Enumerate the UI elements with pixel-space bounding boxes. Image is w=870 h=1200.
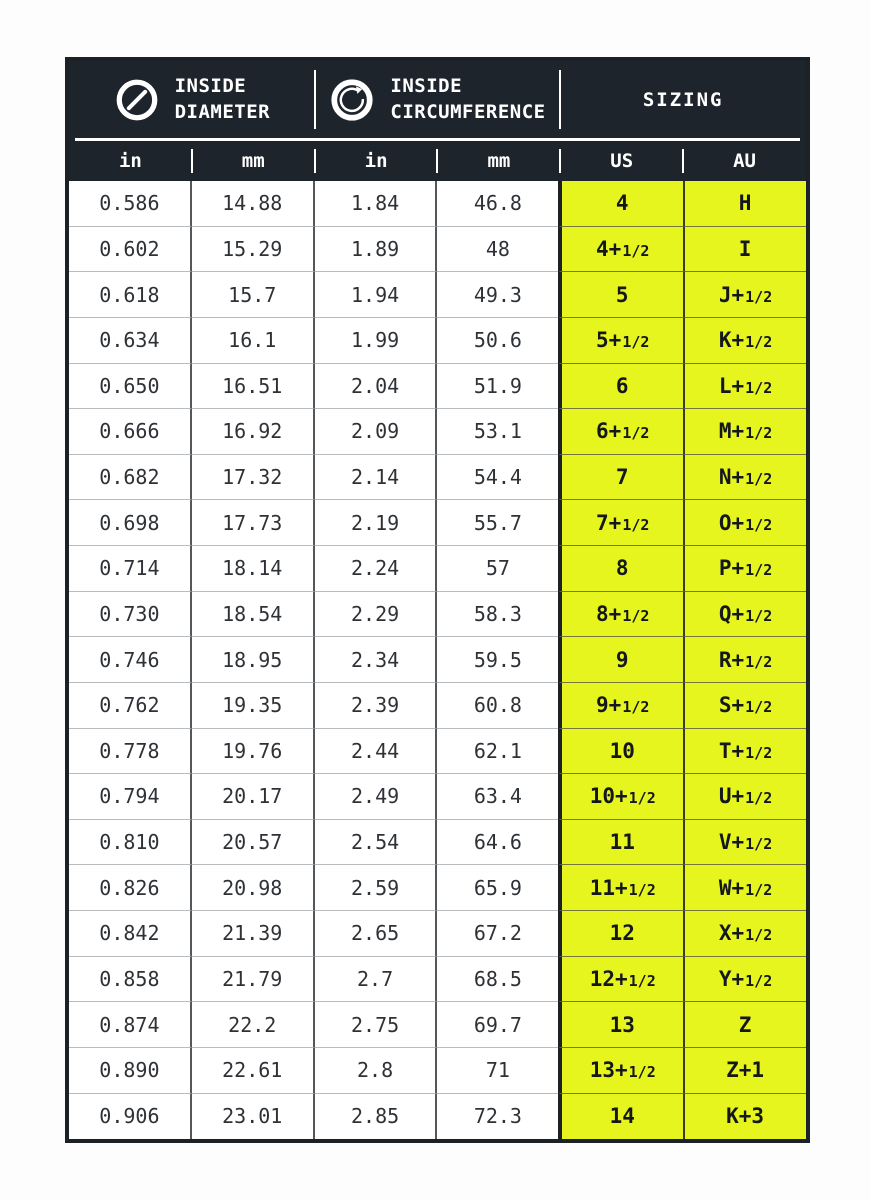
table-row [69, 592, 806, 638]
table-row [69, 1048, 806, 1094]
cell-circumference-in: 2.44 [315, 729, 438, 775]
column-header-row [69, 141, 806, 181]
cell-circumference-mm: 54.4 [437, 455, 558, 501]
table-row [69, 683, 806, 729]
cell-us-size: 4 [558, 181, 685, 227]
table-row [69, 865, 806, 911]
table-row [69, 272, 806, 318]
cell-us-size: 14 [558, 1094, 685, 1140]
cell-circumference-mm: 46.8 [437, 181, 558, 227]
cell-au-size: V+1/2 [685, 820, 806, 866]
cell-au-size: J+1/2 [685, 272, 806, 318]
cell-au-size: Y+1/2 [685, 957, 806, 1003]
cell-diameter-mm: 20.98 [192, 865, 315, 911]
cell-diameter-mm: 18.14 [192, 546, 315, 592]
cell-us-size: 9+1/2 [558, 683, 685, 729]
cell-circumference-mm: 60.8 [437, 683, 558, 729]
cell-diameter-mm: 16.1 [192, 318, 315, 364]
cell-us-size: 13 [558, 1002, 685, 1048]
cell-diameter-in: 0.778 [69, 729, 192, 775]
cell-circumference-in: 2.39 [315, 683, 438, 729]
table-row [69, 1094, 806, 1140]
cell-circumference-mm: 51.9 [437, 364, 558, 410]
cell-circumference-mm: 68.5 [437, 957, 558, 1003]
cell-diameter-in: 0.810 [69, 820, 192, 866]
table-row [69, 637, 806, 683]
cell-diameter-mm: 17.32 [192, 455, 315, 501]
cell-circumference-mm: 63.4 [437, 774, 558, 820]
cell-us-size: 13+1/2 [558, 1048, 685, 1094]
cell-diameter-in: 0.874 [69, 1002, 192, 1048]
cell-diameter-in: 0.714 [69, 546, 192, 592]
cell-diameter-in: 0.826 [69, 865, 192, 911]
table-row [69, 957, 806, 1003]
table-header [69, 61, 806, 181]
cell-diameter-in: 0.650 [69, 364, 192, 410]
cell-diameter-mm: 17.73 [192, 500, 315, 546]
cell-circumference-in: 1.84 [315, 181, 438, 227]
ring-size-chart [65, 57, 810, 1143]
cell-circumference-mm: 57 [437, 546, 558, 592]
cell-circumference-in: 2.09 [315, 409, 438, 455]
table-row [69, 318, 806, 364]
header-sizing [560, 61, 806, 138]
cell-diameter-in: 0.682 [69, 455, 192, 501]
cell-au-size: N+1/2 [685, 455, 806, 501]
cell-circumference-in: 2.65 [315, 911, 438, 957]
cell-us-size: 5 [558, 272, 685, 318]
cell-diameter-in: 0.602 [69, 227, 192, 273]
column-header-circumference-in: in [315, 141, 438, 181]
cell-circumference-in: 2.34 [315, 637, 438, 683]
cell-au-size: K+1/2 [685, 318, 806, 364]
cell-circumference-in: 2.04 [315, 364, 438, 410]
cell-au-size: O+1/2 [685, 500, 806, 546]
cell-diameter-in: 0.730 [69, 592, 192, 638]
cell-us-size: 4+1/2 [558, 227, 685, 273]
cell-au-size: M+1/2 [685, 409, 806, 455]
cell-circumference-in: 1.99 [315, 318, 438, 364]
cell-au-size: I [685, 227, 806, 273]
cell-au-size: L+1/2 [685, 364, 806, 410]
cell-circumference-mm: 58.3 [437, 592, 558, 638]
cell-diameter-mm: 19.76 [192, 729, 315, 775]
header-inside-diameter [69, 61, 315, 138]
cell-diameter-mm: 16.92 [192, 409, 315, 455]
cell-au-size: H [685, 181, 806, 227]
table-row [69, 774, 806, 820]
cell-au-size: Z+1 [685, 1048, 806, 1094]
cell-au-size: P+1/2 [685, 546, 806, 592]
cell-circumference-in: 2.49 [315, 774, 438, 820]
cell-us-size: 8+1/2 [558, 592, 685, 638]
table-row [69, 364, 806, 410]
table-row [69, 911, 806, 957]
cell-circumference-mm: 59.5 [437, 637, 558, 683]
table-row [69, 500, 806, 546]
table-row [69, 181, 806, 227]
cell-circumference-in: 2.24 [315, 546, 438, 592]
cell-diameter-mm: 21.79 [192, 957, 315, 1003]
table-row [69, 1002, 806, 1048]
cell-circumference-in: 2.14 [315, 455, 438, 501]
cell-diameter-mm: 18.95 [192, 637, 315, 683]
table-body [69, 181, 806, 1139]
cell-circumference-in: 2.19 [315, 500, 438, 546]
cell-us-size: 7+1/2 [558, 500, 685, 546]
circumference-icon [329, 77, 375, 123]
cell-circumference-mm: 55.7 [437, 500, 558, 546]
cell-au-size: S+1/2 [685, 683, 806, 729]
cell-circumference-mm: 71 [437, 1048, 558, 1094]
cell-us-size: 12+1/2 [558, 957, 685, 1003]
table-row [69, 455, 806, 501]
cell-au-size: U+1/2 [685, 774, 806, 820]
table-row [69, 227, 806, 273]
cell-diameter-mm: 20.17 [192, 774, 315, 820]
cell-diameter-mm: 22.2 [192, 1002, 315, 1048]
cell-au-size: Z [685, 1002, 806, 1048]
cell-diameter-in: 0.794 [69, 774, 192, 820]
header-group-row [69, 61, 806, 138]
cell-au-size: X+1/2 [685, 911, 806, 957]
cell-diameter-mm: 15.29 [192, 227, 315, 273]
table-row [69, 820, 806, 866]
cell-diameter-in: 0.762 [69, 683, 192, 729]
cell-us-size: 7 [558, 455, 685, 501]
cell-au-size: Q+1/2 [685, 592, 806, 638]
cell-au-size: T+1/2 [685, 729, 806, 775]
cell-diameter-in: 0.842 [69, 911, 192, 957]
column-header-au: AU [733, 150, 756, 172]
cell-us-size: 11+1/2 [558, 865, 685, 911]
cell-circumference-in: 1.94 [315, 272, 438, 318]
column-header-diameter-in: in [69, 141, 192, 181]
cell-diameter-in: 0.858 [69, 957, 192, 1003]
cell-circumference-in: 1.89 [315, 227, 438, 273]
cell-circumference-mm: 65.9 [437, 865, 558, 911]
cell-circumference-mm: 49.3 [437, 272, 558, 318]
cell-diameter-in: 0.698 [69, 500, 192, 546]
cell-circumference-in: 2.29 [315, 592, 438, 638]
cell-circumference-mm: 72.3 [437, 1094, 558, 1140]
cell-diameter-mm: 16.51 [192, 364, 315, 410]
cell-diameter-mm: 23.01 [192, 1094, 315, 1140]
header-inside-circumference [315, 61, 561, 138]
column-header-circumference-mm: mm [437, 141, 560, 181]
cell-us-size: 10 [558, 729, 685, 775]
cell-circumference-mm: 50.6 [437, 318, 558, 364]
cell-diameter-mm: 18.54 [192, 592, 315, 638]
cell-circumference-mm: 69.7 [437, 1002, 558, 1048]
cell-diameter-mm: 15.7 [192, 272, 315, 318]
cell-circumference-mm: 48 [437, 227, 558, 273]
header-inside-diameter-label: INSIDE DIAMETER [174, 74, 271, 123]
cell-circumference-mm: 62.1 [437, 729, 558, 775]
cell-diameter-in: 0.618 [69, 272, 192, 318]
diameter-icon [114, 77, 160, 123]
cell-diameter-mm: 21.39 [192, 911, 315, 957]
cell-circumference-in: 2.54 [315, 820, 438, 866]
cell-us-size: 9 [558, 637, 685, 683]
cell-us-size: 8 [558, 546, 685, 592]
cell-circumference-in: 2.7 [315, 957, 438, 1003]
cell-diameter-in: 0.666 [69, 409, 192, 455]
header-sizing-label: SIZING [642, 88, 724, 111]
table-row [69, 729, 806, 775]
cell-us-size: 10+1/2 [558, 774, 685, 820]
cell-us-size: 6 [558, 364, 685, 410]
header-inside-circumference-label: INSIDE CIRCUMFERENCE [390, 74, 546, 123]
cell-diameter-mm: 20.57 [192, 820, 315, 866]
cell-au-size: W+1/2 [685, 865, 806, 911]
cell-circumference-mm: 67.2 [437, 911, 558, 957]
column-header-us: US [560, 141, 683, 181]
cell-us-size: 5+1/2 [558, 318, 685, 364]
cell-circumference-in: 2.85 [315, 1094, 438, 1140]
cell-diameter-in: 0.746 [69, 637, 192, 683]
cell-circumference-in: 2.75 [315, 1002, 438, 1048]
cell-diameter-in: 0.634 [69, 318, 192, 364]
column-header-diameter-mm: mm [192, 141, 315, 181]
cell-us-size: 11 [558, 820, 685, 866]
cell-circumference-mm: 53.1 [437, 409, 558, 455]
cell-circumference-mm: 64.6 [437, 820, 558, 866]
cell-diameter-mm: 14.88 [192, 181, 315, 227]
cell-us-size: 12 [558, 911, 685, 957]
table-row [69, 546, 806, 592]
cell-diameter-in: 0.890 [69, 1048, 192, 1094]
cell-circumference-in: 2.59 [315, 865, 438, 911]
cell-au-size: R+1/2 [685, 637, 806, 683]
cell-diameter-mm: 22.61 [192, 1048, 315, 1094]
table-row [69, 409, 806, 455]
cell-diameter-in: 0.906 [69, 1094, 192, 1140]
cell-us-size: 6+1/2 [558, 409, 685, 455]
cell-au-size: K+3 [685, 1094, 806, 1140]
cell-circumference-in: 2.8 [315, 1048, 438, 1094]
cell-diameter-mm: 19.35 [192, 683, 315, 729]
cell-diameter-in: 0.586 [69, 181, 192, 227]
